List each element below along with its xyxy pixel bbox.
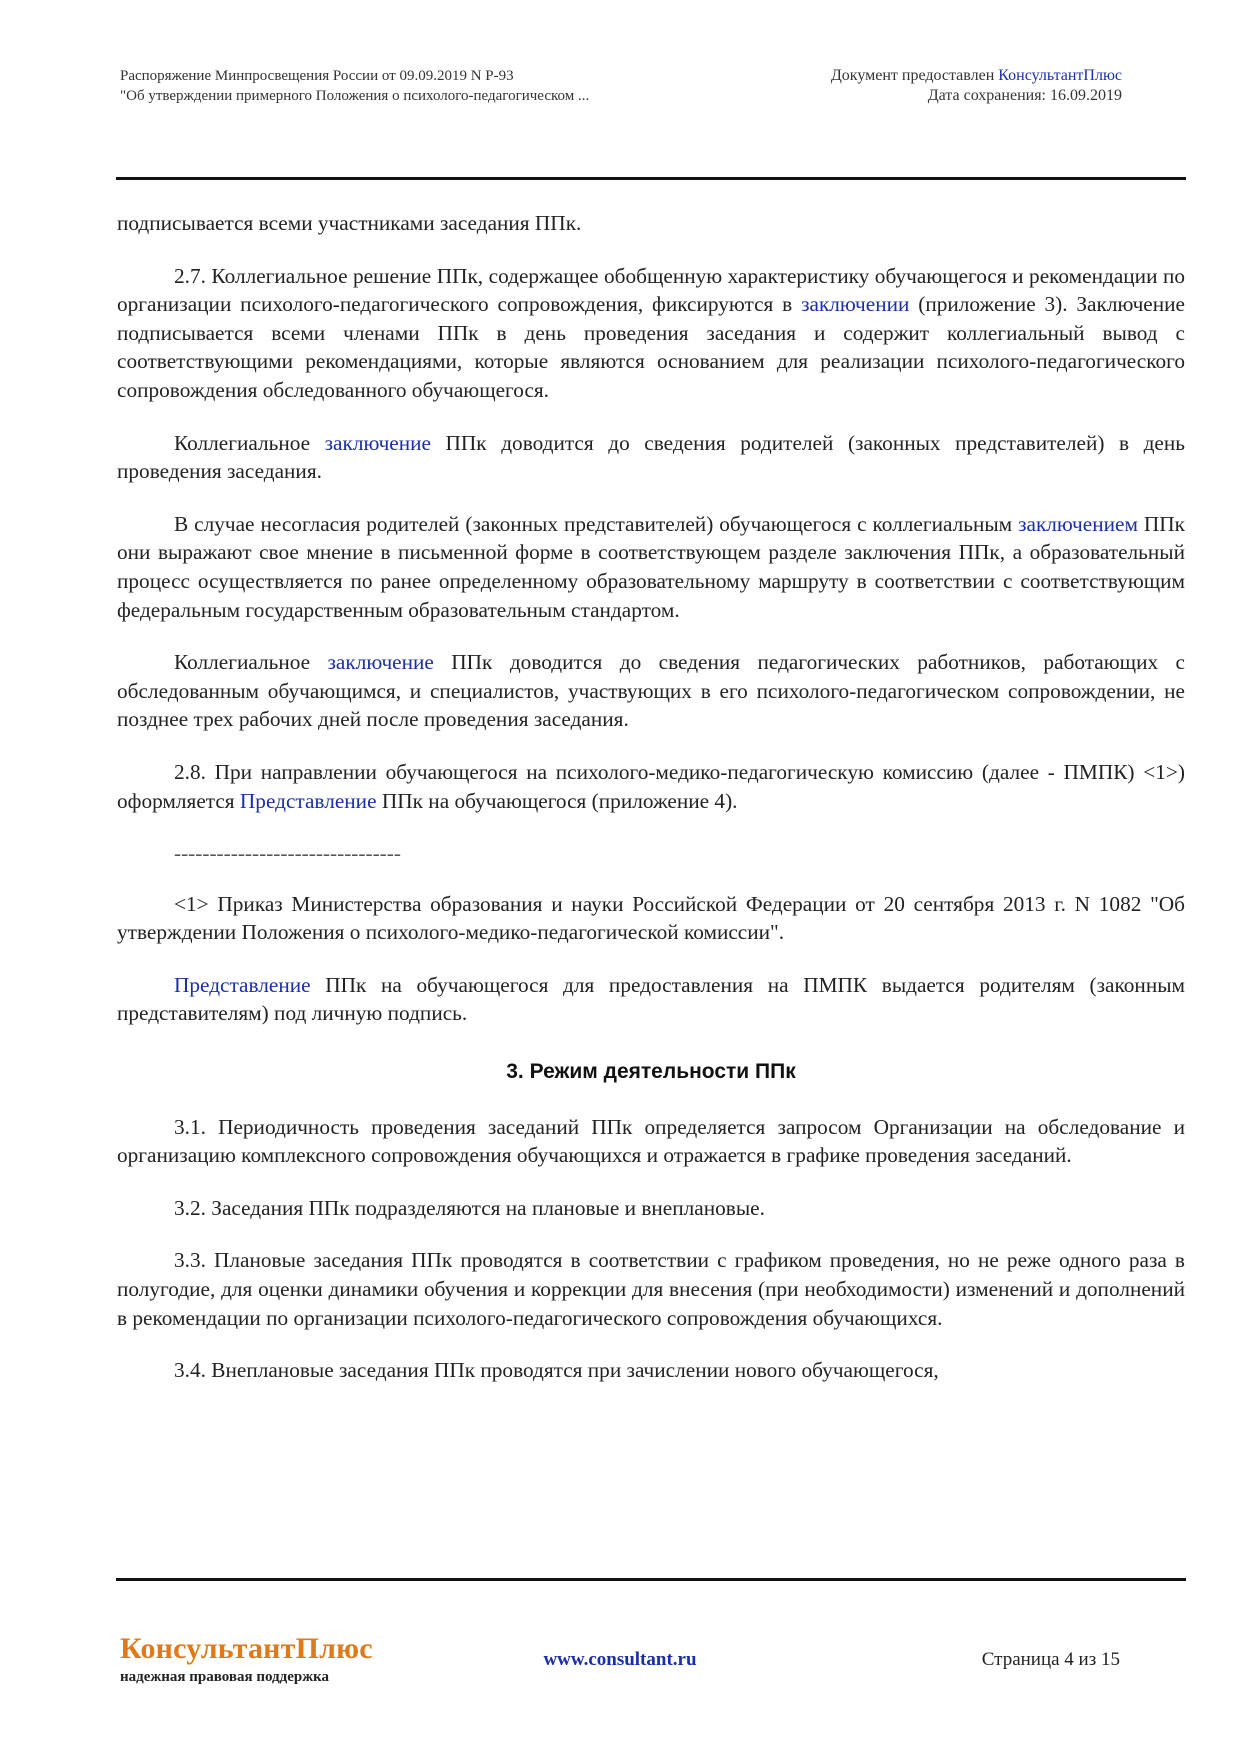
brand-logo-name: КонсультантПлюс <box>120 1632 373 1665</box>
paragraph-3-2: 3.2. Заседания ППк подразделяются на плановые и внеплановые. <box>174 1195 765 1220</box>
header-save-date: Дата сохранения: 16.09.2019 <box>927 87 1122 104</box>
brand-tagline: надежная правовая поддержка <box>120 1669 330 1685</box>
paragraph: В случае несогласия родителей (законных представителей) обучающегося с коллегиальным заключением ППк они выражают свое мнение в письменной форме в соответствующем разделе заключения ППк, а образовательный процесс осуществляется по ранее определенному образовательному маршруту в соответствии с соответствующим федеральным государственным образовательным стандартом. <box>117 511 1185 622</box>
section-heading: 3. Режим деятельности ППк <box>506 1060 796 1084</box>
header-document-title <box>120 66 589 106</box>
paragraph-3-1: 3.1. Периодичность проведения заседаний ППк определяется запросом Организации на обследование и организацию комплексного сопровождения обучающихся и отражается в графике проведения заседаний. <box>117 1114 1185 1168</box>
header-provided-label: Документ предоставлен <box>830 67 999 84</box>
paragraph: Представление ППк на обучающегося для предоставления на ПМПК выдается родителям (законным представителям) под личную подпись. <box>117 972 1185 1026</box>
footnote-separator: -------------------------------- <box>174 841 401 866</box>
paragraph-3-3: 3.3. Плановые заседания ППк проводятся в соответствии с графиком проведения, но не реже одного раза в полугодие, для оценки динамики обучения и коррекции для внесения (при необходимости) изменений и дополнений в рекомендации по организации психолого-педагогического сопровождения обучающихся. <box>117 1248 1185 1330</box>
paragraph: Коллегиальное заключение ППк доводится до сведения родителей (законных представителей) в день проведения заседания. <box>117 430 1185 484</box>
header-title-line2: "Об утверждении примерного Положения о психолого-педагогическом ... <box>120 88 590 104</box>
header-brand-link[interactable]: КонсультантПлюс <box>998 67 1122 84</box>
footer-divider <box>116 1578 1186 1581</box>
paragraph: подписывается всеми участниками заседания ППк. <box>117 211 582 235</box>
document-body <box>117 209 1185 1409</box>
footnote: <1> Приказ Министерства образования и науки Российской Федерации от 20 сентября 2013 г. N 1082 "Об утверждении Положения о психолого-медико-педагогической комиссии". <box>117 891 1185 945</box>
paragraph: Коллегиальное заключение ППк доводится до сведения педагогических работников, работающих с обследованным обучающимся, и специалистов, участвующих в его психолого-педагогическом сопровождении, не позднее трех рабочих дней после проведения заседания. <box>117 650 1185 732</box>
representation-link[interactable]: Представление <box>174 972 311 997</box>
representation-link[interactable]: Представление <box>239 788 377 813</box>
paragraph-2-8: 2.8. При направлении обучающегося на психолого-медико-педагогическую комиссию (далее - ПМПК) <1>) оформляется Представление ППк на обучающегося (приложение 4). <box>117 759 1185 813</box>
conclusion-link[interactable]: заключение <box>327 650 434 675</box>
page-number: Страница 4 из 15 <box>981 1649 1120 1670</box>
paragraph-2-7: 2.7. Коллегиальное решение ППк, содержащее обобщенную характеристику обучающегося и рекомендации по организации психолого-педагогического сопровождения, фиксируются в заключении (приложение 3). Заключение подписывается всеми членами ППк в день проведения заседания и содержит коллегиальный вывод с соответствующими рекомендациями, которые являются основанием для реализации психолого-педагогического сопровождения обследованного обучающегося. <box>117 263 1185 402</box>
conclusion-link[interactable]: заключении <box>801 292 910 317</box>
header-divider <box>116 177 1186 180</box>
paragraph-3-4: 3.4. Внеплановые заседания ППк проводятся при зачислении нового обучающегося, <box>174 1358 939 1383</box>
conclusion-link[interactable]: заключением <box>1018 511 1138 536</box>
footer-website-link[interactable]: www.consultant.ru <box>543 1649 697 1670</box>
conclusion-link[interactable]: заключение <box>324 430 431 455</box>
header-provider <box>831 66 1122 106</box>
header-title-line1: Распоряжение Минпросвещения России от 09.09.2019 N Р-93 <box>120 68 514 84</box>
